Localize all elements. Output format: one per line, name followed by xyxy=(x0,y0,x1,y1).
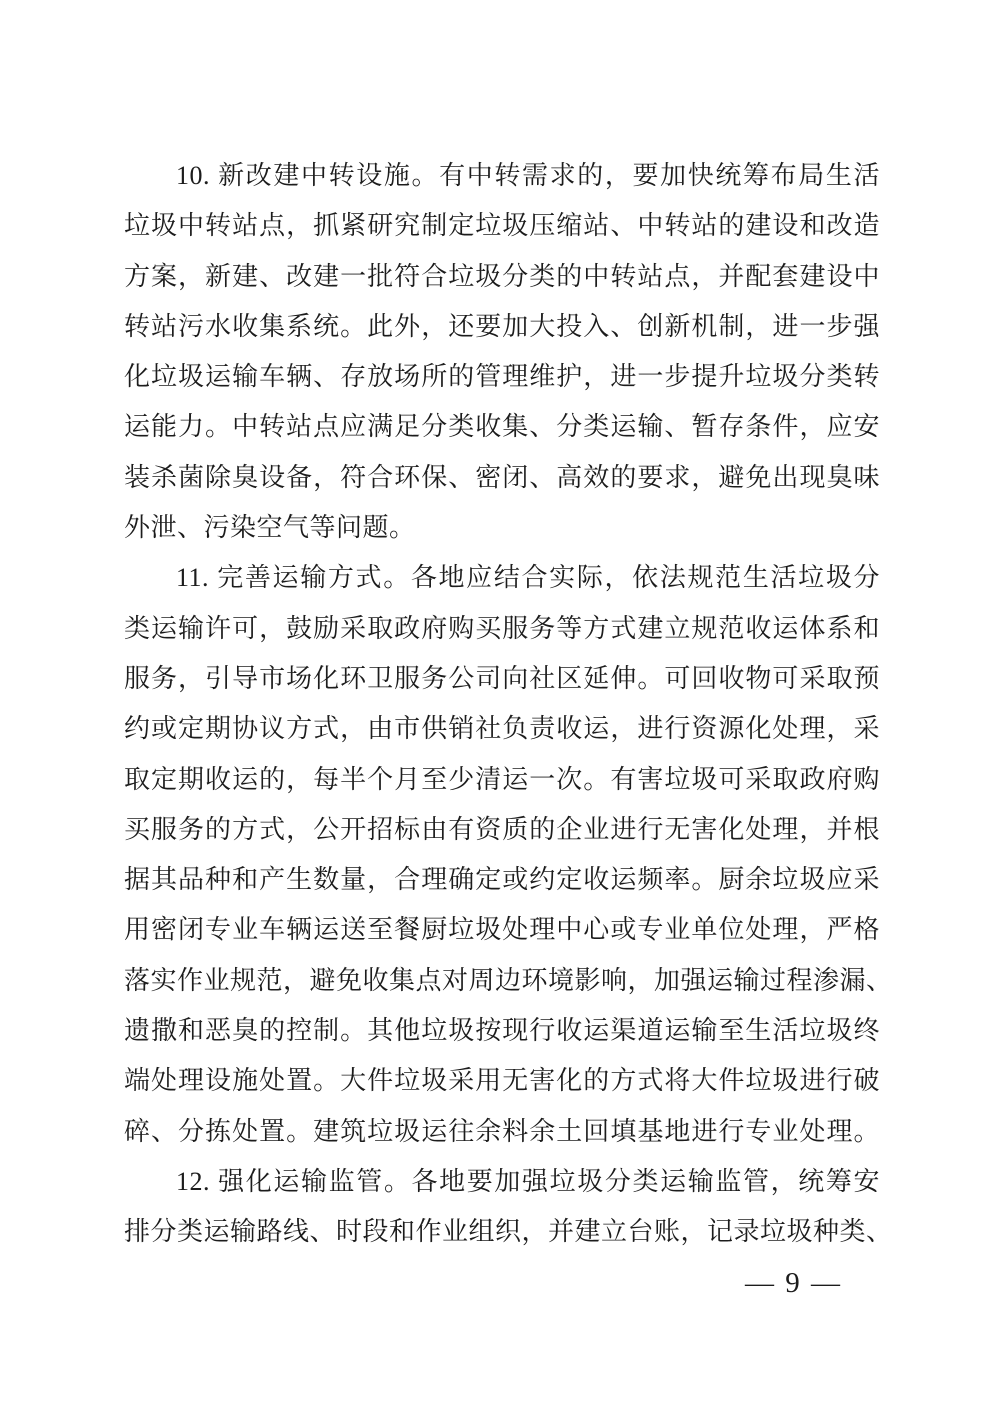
text-line: 遗撒和恶臭的控制。其他垃圾按现行收运渠道运输至生活垃圾终 xyxy=(124,1016,880,1046)
text-line: 10. 新改建中转设施。有中转需求的，要加快统筹布局生活 xyxy=(176,161,880,190)
text-line: 装杀菌除臭设备，符合环保、密闭、高效的要求，避免出现臭味 xyxy=(124,462,880,492)
text-line: 转站污水收集系统。此外，还要加大投入、创新机制，进一步强 xyxy=(124,311,880,341)
text-line: 约或定期协议方式，由市供销社负责收运，进行资源化处理，采 xyxy=(124,714,880,744)
text-line: 类运输许可，鼓励采取政府购买服务等方式建立规范收运体系和 xyxy=(124,613,880,643)
text-line: 排分类运输路线、时段和作业组织，并建立台账，记录垃圾种类、 xyxy=(124,1217,893,1247)
paragraph-item-11 xyxy=(124,553,893,1157)
text-line: 12. 强化运输监管。各地要加强垃圾分类运输监管，统筹安 xyxy=(176,1166,880,1196)
text-line: 外泄、污染空气等问题。 xyxy=(124,513,416,543)
text-line: 运能力。中转站点应满足分类收集、分类运输、暂存条件，应安 xyxy=(124,412,880,442)
text-line: 落实作业规范，避免收集点对周边环境影响，加强运输过程渗漏、 xyxy=(124,965,893,995)
text-line: 取定期收运的，每半个月至少清运一次。有害垃圾可采取政府购 xyxy=(124,764,880,794)
document-body xyxy=(124,151,893,1258)
text-line: 11. 完善运输方式。各地应结合实际，依法规范生活垃圾分 xyxy=(176,563,880,593)
paragraph-item-12 xyxy=(124,1157,893,1258)
text-line: 买服务的方式，公开招标由有资质的企业进行无害化处理，并根 xyxy=(124,814,880,844)
text-line: 方案，新建、改建一批符合垃圾分类的中转站点，并配套建设中 xyxy=(124,261,880,291)
paragraph-item-10 xyxy=(124,151,880,553)
text-line: 用密闭专业车辆运送至餐厨垃圾处理中心或专业单位处理，严格 xyxy=(124,915,880,945)
text-line: 垃圾中转站点，抓紧研究制定垃圾压缩站、中转站的建设和改造 xyxy=(124,211,880,241)
text-line: 端处理设施处置。大件垃圾采用无害化的方式将大件垃圾进行破 xyxy=(124,1066,880,1096)
text-line: 服务，引导市场化环卫服务公司向社区延伸。可回收物可采取预 xyxy=(124,663,880,693)
text-line: 碎、分拣处置。建筑垃圾运往余料余土回填基地进行专业处理。 xyxy=(124,1116,880,1146)
text-line: 据其品种和产生数量，合理确定或约定收运频率。厨余垃圾应采 xyxy=(124,865,880,895)
page-number: — 9 — xyxy=(745,1267,842,1299)
text-line: 化垃圾运输车辆、存放场所的管理维护，进一步提升垃圾分类转 xyxy=(124,362,880,392)
